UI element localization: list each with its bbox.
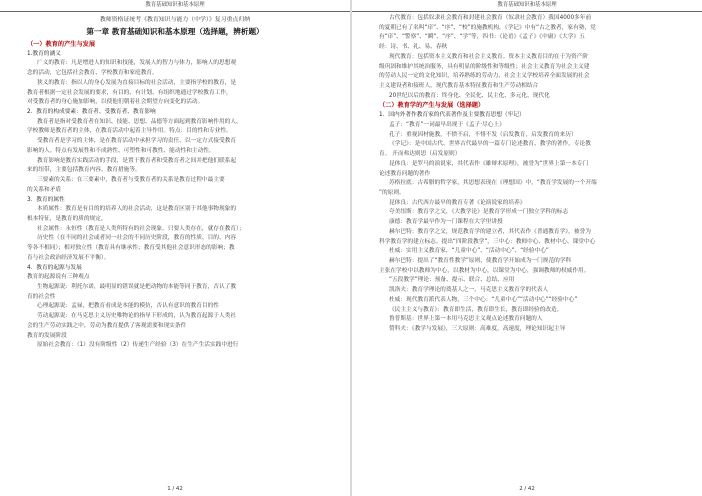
subsection-heading: 1.教育的涵义 — [27, 50, 61, 57]
text-line: 对受教育者的身心施加影响，以使他们朝着社会期望方向变化的活动。 — [27, 99, 204, 106]
text-line: 现代教育：包括资本主义教育和社会主义教育。资本主义教育目的在于为资产阶 — [389, 53, 589, 60]
document-page-right — [352, 0, 702, 496]
text-line: 有“庠”、“警察”、“瞬”、“序”、“学”等，四书：《论语》《孟子》《中庸》《大学》五 — [379, 34, 585, 41]
text-line: 教育的发展阶段 — [27, 332, 67, 339]
text-line: 主张在学校中以教师为中心，以教材为中心，以课堂为中心，强调教师的权威作用。 — [379, 267, 590, 274]
text-line: 育与社会政治经济发展不平衡）。 — [27, 254, 110, 261]
text-line: 狭义的教育：指以人的身心发展为直接目标的社会活动，主要指学校的教育，是 — [37, 79, 237, 86]
page-number: 2 / 42 — [519, 486, 535, 492]
text-line: 教育的起源说有三种观点 — [27, 274, 90, 281]
text-line: 孟子：“教育”一词最早出现于《孟子·尽心上》 — [389, 121, 505, 128]
text-line: “五段教学”理论：预备、提示、联合、总结、应用 — [389, 277, 515, 284]
text-line: 赞科夫：《教学与发展》，三大原则：高难度，高速度，理论知识起主导 — [389, 326, 566, 332]
text-line: 论述教育问题的著作 — [379, 170, 431, 177]
text-line: 学校教师是教育者的主体，在教育活动中起着主导作用。特点：目的性和专业性。 — [27, 128, 232, 135]
text-line: 广义的教育：凡是增进人的知识和技能，发展人的智力与体力，影响人的思想观 — [37, 60, 237, 67]
text-line: 本质属性：教育是有目的的培养人的社会活动，这是教育区别于其他事物现象的 — [37, 206, 237, 213]
subsection-heading: 1．国内外著作教育家的代表著作及主要教育思想（牢记） — [379, 112, 525, 119]
text-line: 经：诗、书、礼、易、春秋 — [379, 44, 448, 51]
chapter-title: 第一章 教育基础知识和基本原理（选择题，辨析题） — [86, 27, 264, 36]
text-line: 苏格拉底：古希腊的哲学家，其思想表现在《理想国》中，“教育学发展的一个开端 — [389, 180, 597, 187]
subsection-heading: 4．教育的起源与发展 — [27, 264, 82, 271]
text-line: 赫尔巴特：教育学之父，规范教育学的建立者，其代表作《普通教育学》，被誉为 — [389, 228, 591, 235]
text-line: 社会属性：永恒性（教育是人类所特有的社会现象，只要人类存在，就存在教育）； — [37, 225, 245, 232]
text-line: 根本特征，是教育的质的规定。 — [27, 215, 107, 222]
subsection-heading: 2．教育的构成要素：教育者、受教育者、教育影响 — [27, 109, 156, 116]
text-line: 的夏朝已有了名叫“庠”、“序”、“校”的施教机构。《学记》中有“古之教者，家有塾，党 — [379, 24, 596, 31]
text-line: 夸美纽斯：教育学之父，《大教学论》是教育学形成一门独立学科的标志 — [389, 209, 569, 216]
text-line: 鲁普斯基：世界上第一本用马克思主义观点论述教育问题的人 — [389, 316, 543, 323]
text-line: 孔子：重视因材施教，不愤不启，不悱不发（启发教育，启发教育的来历） — [389, 131, 577, 138]
page-number: 1 / 42 — [167, 486, 183, 492]
text-line: 来的纽带，主要包括教育内容、教育措施等。 — [27, 167, 141, 174]
text-line: 育的社会性 — [27, 293, 56, 300]
text-line: 20世纪以后的教育：终身化、全民化、民主化、多元化、现代化 — [389, 92, 550, 99]
text-line: 受教育者是学习的主体，是在教育活动中承担学习的责任、以一定方式接受教育 — [37, 138, 237, 145]
page-header: 教育基础知识和基本原理 — [352, 0, 702, 12]
text-line: 教育者根据一定社会发展的要求，有目的、有计划、有组织地通过学校教育工作， — [27, 89, 232, 96]
text-line: 杜威：现代教育派代表人物，三个中心：“儿童中心”“活动中心”“经验中心” — [389, 296, 578, 303]
text-line: 影响的人。特点有发展性和不成熟性、可塑性和可教性、能动性和主动性。 — [27, 147, 215, 154]
text-line: 三要素的关系：在三要素中，教育者与受教育者的关系是教育过程中最主要 — [37, 177, 225, 184]
text-line: 《民主主义与教育》：教育即生活，教育即生长，教育即经验的改造。 — [389, 306, 563, 313]
text-line: 古代教育：包括奴隶社会教育和封建社会教育（奴隶社会教育）我国4000多年前 — [389, 15, 592, 21]
text-line: 昆体良：古代西方最早的教育专著《论演说家的培养》 — [389, 199, 526, 206]
text-line: 原始社会教育：（1）没有阶级性（2）传递生产经验（3）在生产生活实践中进行 — [37, 342, 239, 349]
text-line: 科学教育学的建立标志。提出“四阶段教学”，三中心：教师中心、教材中心、课堂中心 — [379, 238, 596, 245]
text-line: 会的生产劳动实践之中，劳动为教育提供了客观需要和现实条件 — [27, 322, 187, 329]
text-line: 康德：教育学最早作为一门课程在大学里讲授 — [389, 219, 503, 226]
page-header: 教育基础知识和基本原理 — [0, 0, 350, 12]
page-body — [27, 40, 326, 480]
text-line: 劳动起源说：在马克思主义历史唯物论的指导下形成的，认为教育起源于人类社 — [37, 313, 237, 320]
text-line: 的关系和矛盾 — [27, 186, 62, 193]
text-line: 教育者是指对受教育者在知识、技能、思想、品德等方面起到教育影响作用的人， — [37, 118, 242, 125]
text-line: 的劳动人民一定的文化知识，培养熟练的劳动力，社会主义学校培养全面发展的社会 — [379, 73, 590, 80]
text-line: ”的原则。 — [379, 189, 405, 196]
text-line: 念的活动，它包括社会教育、学校教育和家庭教育。 — [27, 70, 158, 77]
text-line: 杜威：实用主义教育家，“儿童中心”、“活动中心”、“经验中心” — [389, 248, 549, 255]
text-line: 凯洛夫：教育学理论的奠基人之一，马克思主义教育学的代表人 — [389, 287, 549, 294]
text-line: 昆体良：是罗马的演说家，其代表作《雄辩术原理》，被誉为“世界上第一本专门 — [389, 160, 589, 167]
text-line: 《学记》：是中国古代、世界古代最早的一篇专门论述教育、教学的著作，专论教 — [389, 141, 591, 148]
text-line: 育。 开而弗达则思（启发原则） — [379, 151, 461, 158]
text-line: 生物起源说：利托尔诺，最明显的错误就是把动物的本能等同于教育，否认了教 — [37, 283, 237, 290]
section-heading: （二）教育学的产生与发展（选择题） — [379, 102, 485, 110]
document-page-left — [0, 0, 350, 496]
text-line: 主义建设者和接班人，现代教育基本特征教育和生产劳动相结合 — [379, 83, 539, 90]
section-heading: （一）教育的产生与发展 — [27, 41, 96, 48]
text-line: 赫尔巴特：提出了“教育性教学”原则，使教育学开始成为一门规范的学科 — [389, 257, 572, 264]
page-body — [379, 14, 678, 480]
text-line: 等各不相同）；相对独立性（教育具有继承性；教育受其他社会意识形态的影响；教 — [27, 245, 235, 252]
text-line: 心理起源说：孟禄，把教育看成是本能的模仿，否认有意识的教育目的性 — [37, 303, 219, 310]
text-line: 教育影响是教育实践活动的手段，是置于教育者和受教育者之间并把他们联系起 — [37, 157, 237, 164]
subsection-heading: 3．教育的属性 — [27, 196, 65, 203]
text-line: 级巩固和维护其统治服务，具有明显的阶级性和等级性；社会主义教育为社会主义建 — [379, 63, 590, 70]
text-line: 历史性（在不同的社会或者同一社会的不同历史阶段，教育的性质、目的、内容 — [37, 235, 237, 242]
document-title: 教师资格证统考《教育知识与能力（中学）》复习重点归纳 — [99, 17, 251, 23]
